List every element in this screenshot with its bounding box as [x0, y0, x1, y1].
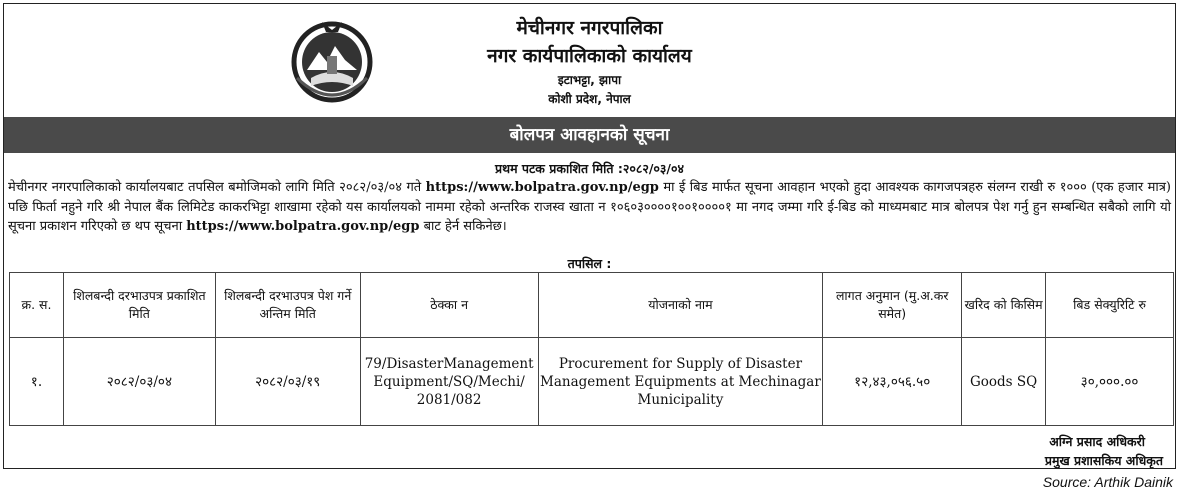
- header-deadline: शिलबन्दी दरभाउपत्र पेश गर्ने अन्तिम मिति: [215, 273, 360, 338]
- notice-frame: [3, 3, 1176, 469]
- header-cost: लागत अनुमान (मु.अ.कर समेत): [823, 273, 962, 338]
- table-header-row: [10, 273, 1174, 338]
- notice-body: [8, 178, 1171, 237]
- cell-sn: १.: [10, 338, 64, 426]
- signatory-name: अग्नि प्रसाद अधिकरी: [1049, 434, 1145, 449]
- table-row: [10, 338, 1174, 426]
- cell-type: Goods SQ: [962, 338, 1046, 426]
- header-contract-no: ठेक्का न: [360, 273, 538, 338]
- cell-deadline: २०८२/०३/१९: [215, 338, 360, 426]
- body-part-1: मेचीनगर नगरपालिकाको कार्यालयबाट तपसिल बमोजिमको लागि मिति २०८२/०३/०४ गते: [8, 180, 426, 195]
- header-project: योजनाको नाम: [538, 273, 823, 338]
- header-type: खरिद को किसिम: [962, 273, 1046, 338]
- cell-cost: १२,४३,०५६.५०: [823, 338, 962, 426]
- header-pub-date: शिलबन्दी दरभाउपत्र प्रकाशित मिति: [63, 273, 215, 338]
- notice-title-banner: बोलपत्र आवहानको सूचना: [4, 117, 1175, 153]
- cell-pub-date: २०८२/०३/०४: [63, 338, 215, 426]
- header-sn: क्र. स.: [10, 273, 64, 338]
- org-name: मेचीनगर नगरपालिका: [516, 17, 663, 39]
- egp-link-1[interactable]: https://www.bolpatra.gov.np/egp: [425, 180, 659, 195]
- body-part-2: मा ई बिड मार्फत सूचना आवहान भएको हुदा आवश्यक कागजपत्रहरु संलग्न राखी रु १००० (एक हजार मात्र) पछि फिर्ता नहुने गरि श्री नेपाल बैंक लिमिटेड काकरभिट्टा शाखामा रहेको यस कार्यालयको नाममा रहेको अन्तरिक राजस्व खाता न १०६०३००००१००१००००१ मा नगद जम्मा गरि ई-बिड को माध्यमबाट मात्र बोलपत्र पेश गर्नु हुन सम्बन्धित सबैको लागि यो सूचना प्रकाशन गरिएको छ थप सूचना: [8, 180, 1171, 234]
- schedule-label: तपसिल :: [567, 256, 612, 271]
- source-credit: Source: Arthik Dainik: [1042, 474, 1173, 490]
- city-line: इटाभट्टा, झापा: [557, 73, 622, 87]
- cell-security: ३०,०००.००: [1046, 338, 1174, 426]
- body-part-3: बाट हेर्न सकिनेछ।: [419, 219, 507, 234]
- cell-project: Procurement for Supply of Disaster Management Equipments at Mechinagar Municipality: [538, 338, 823, 426]
- tender-table: [9, 272, 1174, 426]
- province-line: कोशी प्रदेश, नेपाल: [548, 92, 631, 106]
- cell-contract-no: 79/DisasterManagement Equipment/SQ/Mechi/ 2081/082: [360, 338, 538, 426]
- publication-date: प्रथम पटक प्रकाशित मिति :२०८२/०३/०४: [494, 161, 684, 176]
- office-name: नगर कार्यपालिकाको कार्यालय: [487, 45, 692, 67]
- egp-link-2[interactable]: https://www.bolpatra.gov.np/egp: [186, 219, 420, 234]
- notice-header: [4, 4, 1175, 117]
- signatory-title: प्रमुख प्रशासकिय अधिकृत: [1044, 453, 1163, 468]
- header-security: बिड सेक्युरिटि रु: [1046, 273, 1174, 338]
